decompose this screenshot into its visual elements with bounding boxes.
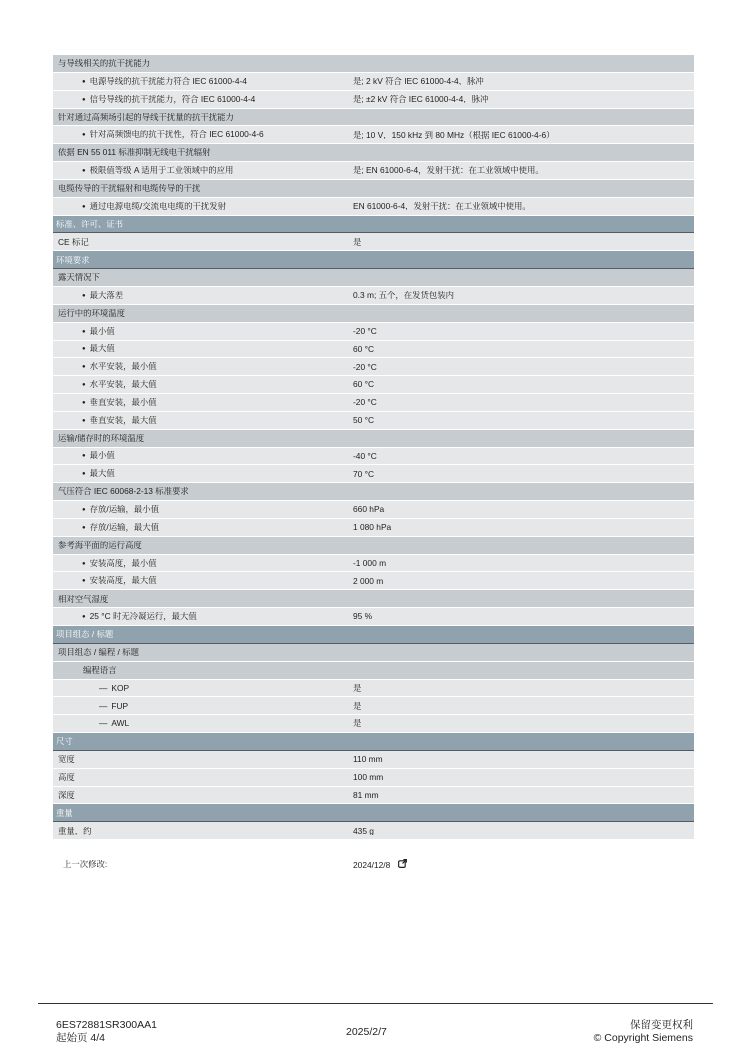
row-value: -20 °C xyxy=(353,362,377,371)
footer-left xyxy=(56,1019,157,1044)
row-label: 参考海平面的运行高度 xyxy=(58,541,142,550)
row-value: EN 61000-6-4，发射干扰：在工业领域中使用。 xyxy=(353,201,531,211)
spec-row xyxy=(53,787,694,805)
rights-reserved: 保留变更权利 xyxy=(630,1019,693,1031)
row-label: 依据 EN 55 011 标准抑制无线电干扰辐射 xyxy=(58,148,211,157)
spec-row xyxy=(53,822,694,840)
row-value: 是 xyxy=(353,701,362,710)
row-label: 重量 xyxy=(56,808,73,818)
row-value: 是; 10 V，150 kHz 到 80 MHz（根据 IEC 61000-4-6） xyxy=(353,130,555,139)
spec-row xyxy=(53,519,694,537)
row-label: CE 标记 xyxy=(58,237,89,247)
row-label: 运输/储存时的环境温度 xyxy=(58,433,145,443)
spec-row xyxy=(53,287,694,305)
row-value: 0.3 m; 五个，在发货包装内 xyxy=(353,291,454,300)
row-value: 435 g xyxy=(353,826,374,835)
spec-row xyxy=(53,501,694,519)
row-label: 气压符合 IEC 60068-2-13 标准要求 xyxy=(58,487,189,496)
section-header xyxy=(53,216,694,234)
row-value: 是; EN 61000-6-4，发射干扰：在工业领域中使用。 xyxy=(353,166,544,175)
row-label: ● 最大落差 xyxy=(53,291,349,300)
article-number: 6ES72881SR300AA1 xyxy=(56,1019,157,1031)
row-value: -40 °C xyxy=(353,451,377,461)
spec-row xyxy=(53,198,694,216)
subsection-header xyxy=(53,180,694,198)
subsection-header xyxy=(53,269,694,287)
row-value: 100 mm xyxy=(353,772,384,782)
subsection-header xyxy=(53,662,694,680)
spec-row xyxy=(53,608,694,626)
row-label: 项目组态 / 标题 xyxy=(56,630,114,639)
row-label: ● 垂直安装，最大值 xyxy=(53,416,349,425)
row-label: 运行中的环境温度 xyxy=(58,309,125,318)
row-label: 深度 xyxy=(58,790,75,800)
spec-row xyxy=(53,73,694,91)
copyright: © Copyright Siemens xyxy=(593,1031,693,1044)
row-value: -1 000 m xyxy=(353,558,387,568)
row-label: 露天情况下 xyxy=(58,273,100,282)
subsection-header xyxy=(53,590,694,608)
row-value: 是 xyxy=(353,683,362,693)
row-value: 是; ±2 kV 符合 IEC 61000-4-4，脉冲 xyxy=(353,94,489,104)
row-label: 与导线相关的抗干扰能力 xyxy=(58,59,151,68)
section-header xyxy=(53,251,694,269)
row-value: 60 °C xyxy=(353,344,375,354)
row-label: ● 安装高度，最大值 xyxy=(53,576,349,585)
row-label: ● 最大值 xyxy=(53,344,349,353)
spec-row xyxy=(53,162,694,180)
row-label: 编程语言 xyxy=(83,665,117,675)
spec-row xyxy=(53,572,694,590)
section-header xyxy=(53,804,694,822)
spec-row xyxy=(53,680,694,698)
section-header xyxy=(53,733,694,751)
footer-divider xyxy=(38,1003,713,1004)
row-label: ● 信号导线的抗干扰能力，符合 IEC 61000-4-4 xyxy=(53,95,349,104)
row-label: ● 最小值 xyxy=(53,327,349,336)
row-label: ● 针对高频馈电的抗干扰性，符合 IEC 61000-4-6 xyxy=(53,130,349,139)
row-value: 660 hPa xyxy=(353,505,385,514)
row-label: 电缆传导的干扰辐射和电缆传导的干扰 xyxy=(58,184,201,193)
row-value: 110 mm xyxy=(353,755,383,764)
subsection-header xyxy=(53,109,694,127)
row-label: ● 通过电源电缆/交流电电缆的干扰发射 xyxy=(53,202,349,211)
spec-row xyxy=(53,91,694,109)
spec-row xyxy=(53,376,694,394)
last-modified-value: 2024/12/8 xyxy=(353,859,391,870)
subsection-header xyxy=(53,483,694,501)
row-label: ● 存放/运输，最小值 xyxy=(53,505,349,514)
row-label: 宽度 xyxy=(58,755,75,764)
row-label: 重量，约 xyxy=(58,826,92,835)
row-value: 50 °C xyxy=(353,416,375,425)
row-label: ● 电源导线的抗干扰能力符合 IEC 61000-4-4 xyxy=(53,77,349,86)
spec-row xyxy=(53,448,694,466)
last-modified-row xyxy=(53,855,694,873)
row-value: 60 °C xyxy=(353,380,375,389)
spec-row xyxy=(53,126,694,144)
spec-row xyxy=(53,394,694,412)
spec-row xyxy=(53,341,694,359)
row-label: — FUP xyxy=(53,702,349,710)
subsection-header xyxy=(53,305,694,323)
footer-right xyxy=(594,1019,693,1044)
spec-row xyxy=(53,323,694,341)
row-label: 环境要求 xyxy=(56,255,90,264)
last-modified-label: 上一次修改: xyxy=(63,859,108,869)
subsection-header xyxy=(53,144,694,162)
row-label: ● 最小值 xyxy=(53,451,349,460)
row-value: 70 °C xyxy=(353,469,375,479)
spec-row xyxy=(53,769,694,787)
row-value: 1 080 hPa xyxy=(353,523,392,532)
row-label: ● 安装高度，最小值 xyxy=(53,559,349,568)
row-value: -20 °C xyxy=(353,326,377,336)
row-label: ● 最大值 xyxy=(53,469,349,478)
row-label: ● 水平安装，最大值 xyxy=(53,380,349,389)
spec-row xyxy=(53,555,694,573)
row-label: ● 垂直安装，最小值 xyxy=(53,398,349,407)
section-header xyxy=(53,626,694,644)
row-label: ● 水平安装，最小值 xyxy=(53,362,349,371)
subsection-header xyxy=(53,537,694,555)
spec-row xyxy=(53,358,694,376)
row-label: ● 存放/运输，最大值 xyxy=(53,523,349,532)
row-value: 是 xyxy=(353,237,362,247)
subsection-header xyxy=(53,644,694,662)
row-label: 尺寸 xyxy=(56,737,73,746)
row-label: 相对空气湿度 xyxy=(58,594,109,603)
spec-row xyxy=(53,233,694,251)
subsection-header xyxy=(53,55,694,73)
row-value: -20 °C xyxy=(353,398,377,407)
row-value: 95 % xyxy=(353,612,373,621)
row-label: — KOP xyxy=(53,684,349,692)
last-modified-value-cell xyxy=(349,859,694,869)
subsection-header xyxy=(53,430,694,448)
row-label: 高度 xyxy=(58,772,75,782)
spec-row xyxy=(53,412,694,430)
footer-date: 2025/2/7 xyxy=(346,1026,387,1038)
external-link-icon[interactable] xyxy=(398,859,407,868)
spec-row xyxy=(53,465,694,483)
row-value: 81 mm xyxy=(353,790,379,800)
spec-row xyxy=(53,715,694,733)
row-label: 标准、许可、证书 xyxy=(56,219,123,229)
row-label: — AWL xyxy=(53,719,349,727)
row-value: 是 xyxy=(353,719,362,728)
row-label: 项目组态 / 编程 / 标题 xyxy=(58,648,139,657)
row-label: ● 25 °C 时无冷凝运行，最大值 xyxy=(53,612,349,621)
spec-table xyxy=(53,55,694,840)
spec-row xyxy=(53,751,694,769)
page-number: 起始页 4/4 xyxy=(56,1031,106,1044)
row-label: 针对通过高频场引起的导线干扰量的抗干扰能力 xyxy=(58,112,234,122)
row-value: 2 000 m xyxy=(353,576,384,586)
spec-row xyxy=(53,697,694,715)
row-label: ● 极限值等级 A 适用于工业领域中的应用 xyxy=(53,166,349,175)
row-value: 是; 2 kV 符合 IEC 61000-4-4，脉冲 xyxy=(353,77,484,86)
